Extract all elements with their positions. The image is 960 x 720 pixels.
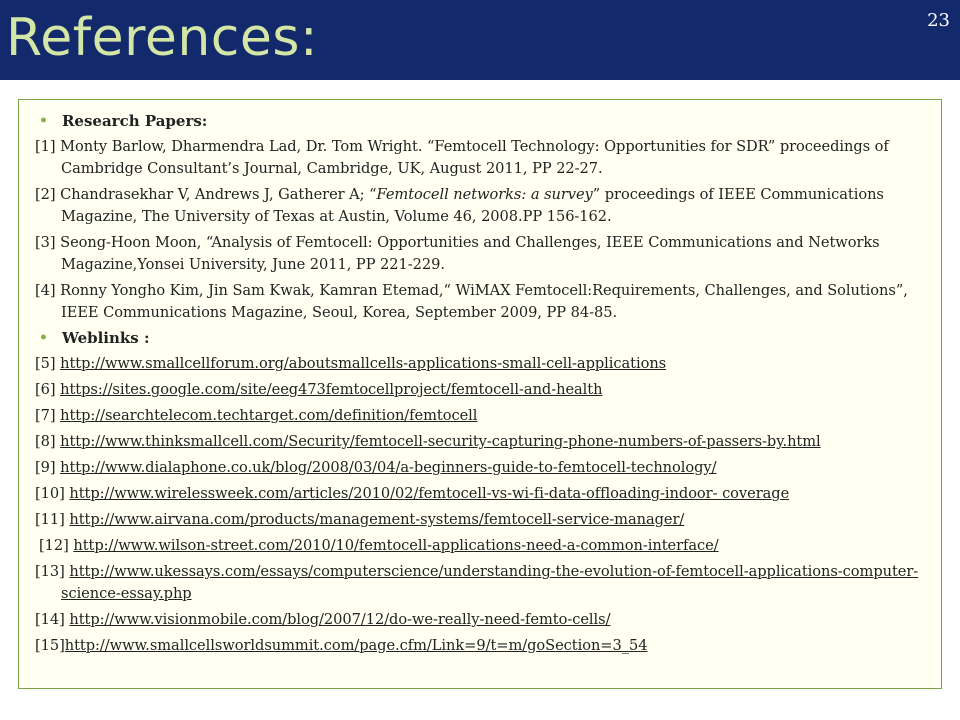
title-bar [0, 0, 960, 80]
page-title: References: [6, 8, 318, 68]
reference-number: [5] [35, 355, 56, 372]
reference-number: [11] [35, 511, 65, 528]
research-papers-heading [39, 111, 929, 132]
weblink-11 [35, 509, 929, 531]
reference-number: [7] [35, 407, 56, 424]
reference-number: [2] [35, 186, 56, 203]
reference-text: Seong-Hoon Moon, “Analysis of Femtocell: Opportunities and Challenges, IEEE Communications and Networks Magazine,Yonsei University, June 2011, PP 221-229. [60, 234, 880, 273]
reference-3 [35, 232, 929, 276]
reference-number: [9] [35, 459, 56, 476]
weblink-15 [35, 635, 929, 657]
reference-text: Ronny Yongho Kim, Jin Sam Kwak, Kamran Etemad,“ WiMAX Femtocell:Requirements, Challenges, and Solutions”, IEEE Communications Magazine, Seoul, Korea, September 2009, PP 84-85. [60, 282, 908, 321]
references-box [18, 99, 942, 689]
weblink-url[interactable]: http://www.smallcellsworldsummit.com/page.cfm/Link=9/t=m/goSection=3_54 [64, 637, 648, 654]
reference-number: [8] [35, 433, 56, 450]
reference-number: [15] [35, 637, 65, 654]
weblink-url[interactable]: http://www.wilson-street.com/2010/10/femtocell-applications-need-a-common-interface/ [73, 537, 719, 554]
weblink-7 [35, 405, 929, 427]
weblink-url[interactable]: https://sites.google.com/site/eeg473femtocellproject/femtocell-and-health [60, 381, 603, 398]
reference-number: [1] [35, 138, 56, 155]
reference-2 [35, 184, 929, 228]
weblink-8 [35, 431, 929, 453]
weblink-5 [35, 353, 929, 375]
reference-number: [3] [35, 234, 56, 251]
weblink-url[interactable]: http://www.wirelessweek.com/articles/2010/02/femtocell-vs-wi-fi-data-offloading-indoor- coverage [69, 485, 790, 502]
reference-number: [4] [35, 282, 56, 299]
weblink-14 [35, 609, 929, 631]
reference-number: [13] [35, 563, 65, 580]
reference-number: [10] [35, 485, 65, 502]
weblink-9 [35, 457, 929, 479]
reference-number: [14] [35, 611, 65, 628]
weblink-url[interactable]: http://www.airvana.com/products/management-systems/femtocell-service-manager/ [69, 511, 685, 528]
weblink-12 [39, 535, 929, 557]
reference-text: Monty Barlow, Dharmendra Lad, Dr. Tom Wright. “Femtocell Technology: Opportunities for SDR” proceedings of Cambridge Consultant’s Journal, Cambridge, UK, August 2011, PP 22-27. [60, 138, 889, 177]
bullet-icon: • [39, 330, 48, 346]
weblink-6 [35, 379, 929, 401]
weblink-13 [35, 561, 929, 605]
weblink-url[interactable]: http://www.visionmobile.com/blog/2007/12/do-we-really-need-femto-cells/ [69, 611, 611, 628]
weblinks-label: Weblinks : [61, 329, 150, 347]
reference-text-before: Chandrasekhar V, Andrews J, Gatherer A; “ [60, 186, 377, 203]
reference-1 [35, 136, 929, 180]
weblinks-heading [39, 328, 929, 349]
bullet-icon: • [39, 113, 48, 129]
weblink-url[interactable]: http://searchtelecom.techtarget.com/definition/femtocell [60, 407, 478, 424]
weblink-url[interactable]: http://www.thinksmallcell.com/Security/femtocell-security-capturing-phone-numbers-of-passers-by.html [60, 433, 821, 450]
reference-number: [6] [35, 381, 56, 398]
weblink-url[interactable]: http://www.dialaphone.co.uk/blog/2008/03/04/a-beginners-guide-to-femtocell-technology/ [60, 459, 717, 476]
reference-text-after: ” proceedings of IEEE Communications Magazine, The University of Texas at Austin, Volume 46, 2008.PP 156-162. [61, 186, 884, 225]
weblink-url[interactable]: http://www.ukessays.com/essays/computerscience/understanding-the-evolution-of-femtocell-applications-computer-science-essay.php [61, 563, 919, 602]
weblink-url[interactable]: http://www.smallcellforum.org/aboutsmallcells-applications-small-cell-applications [60, 355, 667, 372]
reference-italic-title: Femtocell networks: a survey [376, 186, 593, 203]
weblink-10 [35, 483, 929, 505]
slide-number: 23 [927, 10, 950, 31]
research-papers-label: Research Papers: [61, 112, 208, 130]
reference-4 [35, 280, 929, 324]
reference-number: [12] [39, 537, 69, 554]
